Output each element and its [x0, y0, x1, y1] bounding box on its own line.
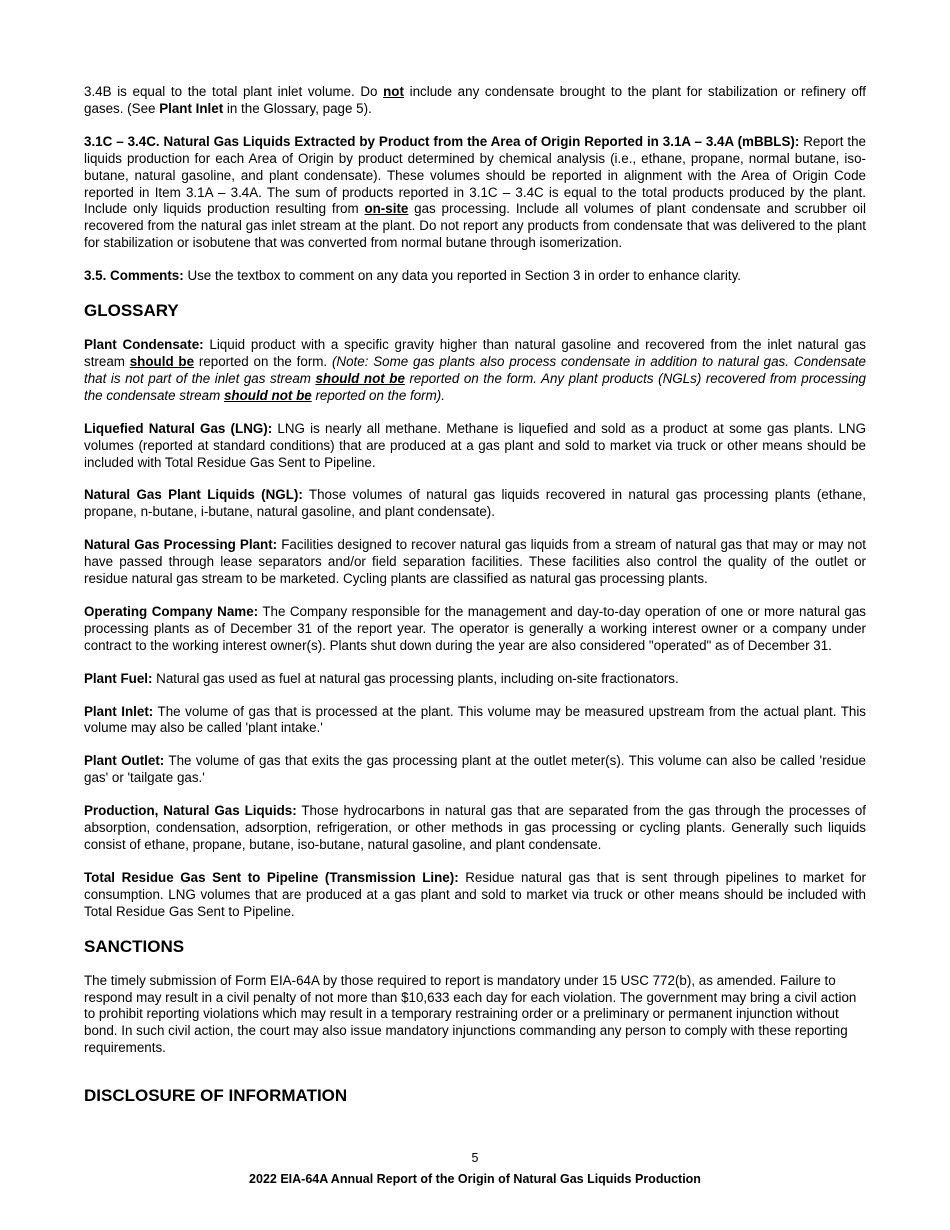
page-number: 5	[471, 1151, 479, 1165]
glossary-processing-plant: Natural Gas Processing Plant: Facilities designed to recover natural gas liquids from a stream of natural gas that may or may not have passed through lease separators and/or field separation facilities. These facilities also control the quality of the outlet or residue natural gas stream to be marketed. Cycling plants are classified as natural gas processing plants.	[84, 537, 866, 587]
glossary-term: Plant Condensate:	[84, 337, 204, 353]
sanctions-heading: SANCTIONS	[84, 936, 185, 956]
emphasis-on-site: on-site	[364, 201, 409, 217]
glossary-term: Total Residue Gas Sent to Pipeline (Transmission Line):	[84, 869, 459, 885]
glossary-term: Natural Gas Processing Plant:	[84, 537, 278, 553]
glossary-production-ngl: Production, Natural Gas Liquids: Those hydrocarbons in natural gas that are separated from the gas through the processes of absorption, condensation, adsorption, refrigeration, or other methods in gas processing or cycling plants. Generally such liquids consist of ethane, propane, butane, iso-butane, natural gasoline, and plant condensate.	[84, 803, 866, 852]
glossary-term: Plant Outlet:	[84, 753, 165, 769]
disclosure-heading: DISCLOSURE OF INFORMATION	[84, 1086, 348, 1106]
glossary-operating-company: Operating Company Name: The Company responsible for the management and day-to-day operation of one or more natural gas processing plants as of December 31 of the report year. The operator is generally a working interest owner or a company under contract to the working interest owner(s). Plants shut down during the year are also considered "operated" as of December 31.	[84, 603, 866, 653]
glossary-plant-condensate: Plant Condensate: Liquid product with a specific gravity higher than natural gasoline and recovered from the inlet natural gas stream should be reported on the form. (Note: Some gas plants also process condensate in addition to natural gas. Condensate that is not part of the inlet gas stream should not be reported on the form. Any plant products (NGLs) recovered from processing the condensate stream should not be reported on the form).	[84, 337, 866, 403]
plant-inlet-reference: Plant Inlet	[159, 100, 224, 116]
footer-title: 2022 EIA-64A Annual Report of the Origin of Natural Gas Liquids Production	[249, 1172, 701, 1186]
glossary-total-residue-gas: Total Residue Gas Sent to Pipeline (Transmission Line): Residue natural gas that is sent through pipelines to market for consumption. LNG volumes that are produced at a gas plant and sold to market via truck or other means should be included with Total Residue Gas Sent to Pipeline.	[84, 869, 866, 919]
glossary-term: Natural Gas Plant Liquids (NGL):	[84, 487, 303, 503]
paragraph-continuation: 3.4B is equal to the total plant inlet volume. Do not include any condensate brought to the plant for stabilization or refinery off gases. (See Plant Inlet in the Glossary, page 5).	[84, 84, 866, 116]
paragraph-3-5: 3.5. Comments: Use the textbox to comment on any data you reported in Section 3 in order to enhance clarity.	[84, 268, 741, 284]
paragraph-3-1c: 3.1C – 3.4C. Natural Gas Liquids Extracted by Product from the Area of Origin Reported in 3.1A – 3.4A (mBBLS): Report the liquids production for each Area of Origin by product determined by chemical analysis (i.e., ethane, propane, normal butane, iso-butane, natural gasoline, and plant condensate). These volumes should be reported in alignment with the Area of Origin Code reported in Item 3.1A – 3.4A. The sum of products reported in 3.1C – 3.4C is equal to the total products produced by the plant. Include only liquids production resulting from on-site gas processing. Include all volumes of plant condensate and scrubber oil recovered from the natural gas inlet stream at the plant. Do not report any products from condensate that was delivered to the plant for stabilization or isobutene that was converted from normal butane through isomerization.	[84, 133, 866, 251]
glossary-plant-inlet: Plant Inlet: The volume of gas that is processed at the plant. This volume may be measured upstream from the actual plant. This volume may also be called 'plant intake.'	[84, 703, 866, 736]
glossary-term: Operating Company Name:	[84, 603, 259, 619]
emphasis-not: not	[383, 84, 404, 99]
document-page	[84, 84, 866, 1107]
item-term: 3.5. Comments:	[84, 268, 184, 284]
glossary-term: Plant Inlet:	[84, 703, 154, 719]
glossary-plant-fuel: Plant Fuel: Natural gas used as fuel at natural gas processing plants, including on-site fractionators.	[84, 670, 679, 686]
glossary-term: Production, Natural Gas Liquids:	[84, 803, 297, 819]
glossary-term: Liquefied Natural Gas (LNG):	[84, 420, 273, 436]
glossary-ngl: Natural Gas Plant Liquids (NGL): Those volumes of natural gas liquids recovered in natural gas processing plants (ethane, propane, n-butane, i-butane, natural gasoline, and plant condensate).	[84, 487, 866, 520]
item-term: 3.1C – 3.4C. Natural Gas Liquids Extracted by Product from the Area of Origin Reported in 3.1A – 3.4A (mBBLS):	[84, 133, 800, 149]
glossary-lng: Liquefied Natural Gas (LNG): LNG is nearly all methane. Methane is liquefied and sold as a product at some gas plants. LNG volumes (reported at standard conditions) that are produced at a gas plant and sold to market via truck or other means should be included with Total Residue Gas Sent to Pipeline.	[84, 420, 866, 470]
glossary-plant-outlet: Plant Outlet: The volume of gas that exits the gas processing plant at the outlet meter(s). This volume can also be called 'residue gas' or 'tailgate gas.'	[84, 753, 866, 786]
sanctions-paragraph: The timely submission of Form EIA-64A by those required to report is mandatory under 15 USC 772(b), as amended. Failure to respond may result in a civil penalty of not more than $10,633 each day for each violation. The government may bring a civil action to prohibit reporting violations which may result in a temporary restraining order or a preliminary or permanent injunction without bond. In such civil action, the court may also issue mandatory injunctions commanding any person to comply with these reporting requirements.	[84, 972, 857, 1056]
glossary-term: Plant Fuel:	[84, 670, 153, 686]
glossary-heading: GLOSSARY	[84, 301, 179, 321]
